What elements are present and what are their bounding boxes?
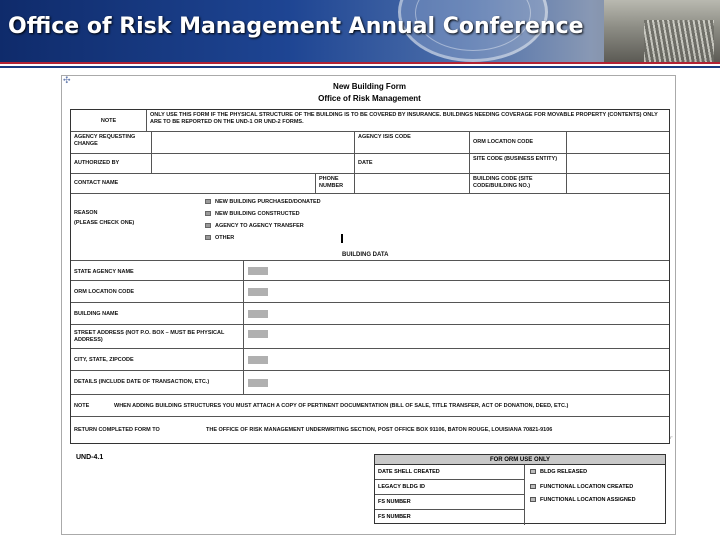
authorized-row [71, 154, 669, 174]
contact-name-label: CONTACT NAME [74, 180, 119, 186]
reason-option-other: OTHER [215, 235, 235, 241]
highway-photo [604, 0, 720, 62]
building-name-field[interactable] [248, 310, 268, 318]
legacy-bldg-id-label: LEGACY BLDG ID [375, 480, 525, 495]
footer-note-label: NOTE [74, 403, 90, 409]
footer-note-row [71, 395, 669, 417]
agency-requesting-label: AGENCY REQUESTING CHANGE [74, 134, 136, 147]
fs-number-label-2: FS NUMBER [375, 510, 525, 525]
field-row-orm-location [71, 281, 669, 303]
site-code-label: SITE CODE (BUSINESS ENTITY) [473, 156, 558, 162]
reason-option-purchased: NEW BUILDING PURCHASED/DONATED [215, 199, 321, 205]
reason-checkbox-other[interactable] [205, 235, 211, 240]
state-agency-name-label: STATE AGENCY NAME [74, 269, 134, 275]
note-label: NOTE [100, 118, 117, 124]
reason-option-constructed: NEW BUILDING CONSTRUCTED [215, 211, 300, 217]
corner-mark-icon: ⌜ [669, 437, 673, 444]
functional-location-assigned-checkbox[interactable] [530, 497, 536, 502]
details-label: DETAILS (INCLUDE DATE OF TRANSACTION, ETC.) [74, 379, 210, 385]
footer-note-text: WHEN ADDING BUILDING STRUCTURES YOU MUST ATTACH A COPY OF PERTINENT DOCUMENTATION (BILL OF SALE, TITLE TRANSFER, ACT OF DONATION, DEED, ETC.) [114, 403, 569, 409]
reason-label: REASON [74, 210, 98, 216]
banner [0, 0, 720, 62]
orm-use-heading: FOR ORM USE ONLY [375, 455, 665, 465]
city-state-zip-field[interactable] [248, 356, 268, 364]
text-cursor-icon [341, 234, 343, 243]
orm-location-code-label: ORM LOCATION CODE [473, 139, 534, 145]
details-field[interactable] [248, 379, 268, 387]
field-row-agency-name [71, 260, 669, 281]
orm-use-box [374, 454, 666, 524]
bldg-released-label: BLDG RELEASED [540, 469, 588, 475]
return-label: RETURN COMPLETED FORM TO [74, 427, 160, 433]
reason-checkbox-purchased[interactable] [205, 199, 211, 204]
form-number: UND-4.1 [76, 454, 104, 461]
new-building-form [61, 75, 676, 535]
reason-hint: (PLEASE CHECK ONE) [74, 220, 135, 226]
orm-location-code-field-label: ORM LOCATION CODE [74, 289, 135, 295]
reason-checkbox-transfer[interactable] [205, 223, 211, 228]
field-row-building-name [71, 303, 669, 325]
building-name-label: BUILDING NAME [74, 311, 119, 317]
date-shell-created-label: DATE SHELL CREATED [375, 465, 525, 480]
form-subtitle: Office of Risk Management [318, 94, 421, 103]
authorized-by-label: AUTHORIZED BY [74, 160, 120, 166]
return-address: THE OFFICE OF RISK MANAGEMENT UNDERWRITING SECTION, POST OFFICE BOX 91106, BATON ROUGE, LOUISIANA 70821-9106 [206, 427, 553, 433]
street-address-label: STREET ADDRESS (NOT P.O. BOX – MUST BE PHYSICAL ADDRESS) [74, 330, 225, 343]
form-grid [70, 109, 670, 444]
orm-location-code-field[interactable] [248, 288, 268, 296]
banner-divider [0, 62, 720, 68]
building-code-label: BUILDING CODE (SITE CODE/BUILDING NO.) [473, 176, 533, 189]
page-title: Office of Risk Management Annual Conference [8, 14, 584, 39]
functional-location-created-checkbox[interactable] [530, 484, 536, 489]
contact-row [71, 174, 669, 194]
functional-location-assigned-label: FUNCTIONAL LOCATION ASSIGNED [540, 497, 636, 503]
move-handle-icon: ✣ [63, 75, 71, 85]
reason-checkbox-constructed[interactable] [205, 211, 211, 216]
field-row-details [71, 371, 669, 395]
field-row-street-address [71, 325, 669, 349]
note-text: ONLY USE THIS FORM IF THE PHYSICAL STRUCTURE OF THE BUILDING IS TO BE COVERED BY INSURANCE. BUILDINGS NEEDING COVERAGE FOR MOVABLE PROPERTY (CONTENTS) ONLY ARE TO BE REPORTED ON THE UND-1 OR UND-2 FORMS. [150, 112, 658, 125]
phone-number-label: PHONE NUMBER [319, 176, 344, 189]
city-state-zip-label: CITY, STATE, ZIPCODE [74, 357, 134, 363]
agency-isis-label: AGENCY ISIS CODE [358, 134, 411, 140]
reason-option-transfer: AGENCY TO AGENCY TRANSFER [215, 223, 304, 229]
field-row-city [71, 349, 669, 371]
building-data-heading: BUILDING DATA [342, 252, 389, 258]
date-label: DATE [358, 160, 373, 166]
street-address-field[interactable] [248, 330, 268, 338]
form-title: New Building Form [333, 82, 406, 91]
note-row [71, 110, 669, 132]
fs-number-label: FS NUMBER [375, 495, 525, 510]
bldg-released-checkbox[interactable] [530, 469, 536, 474]
state-agency-name-field[interactable] [248, 267, 268, 275]
return-row [71, 417, 669, 444]
agency-row [71, 132, 669, 154]
functional-location-created-label: FUNCTIONAL LOCATION CREATED [540, 484, 634, 490]
